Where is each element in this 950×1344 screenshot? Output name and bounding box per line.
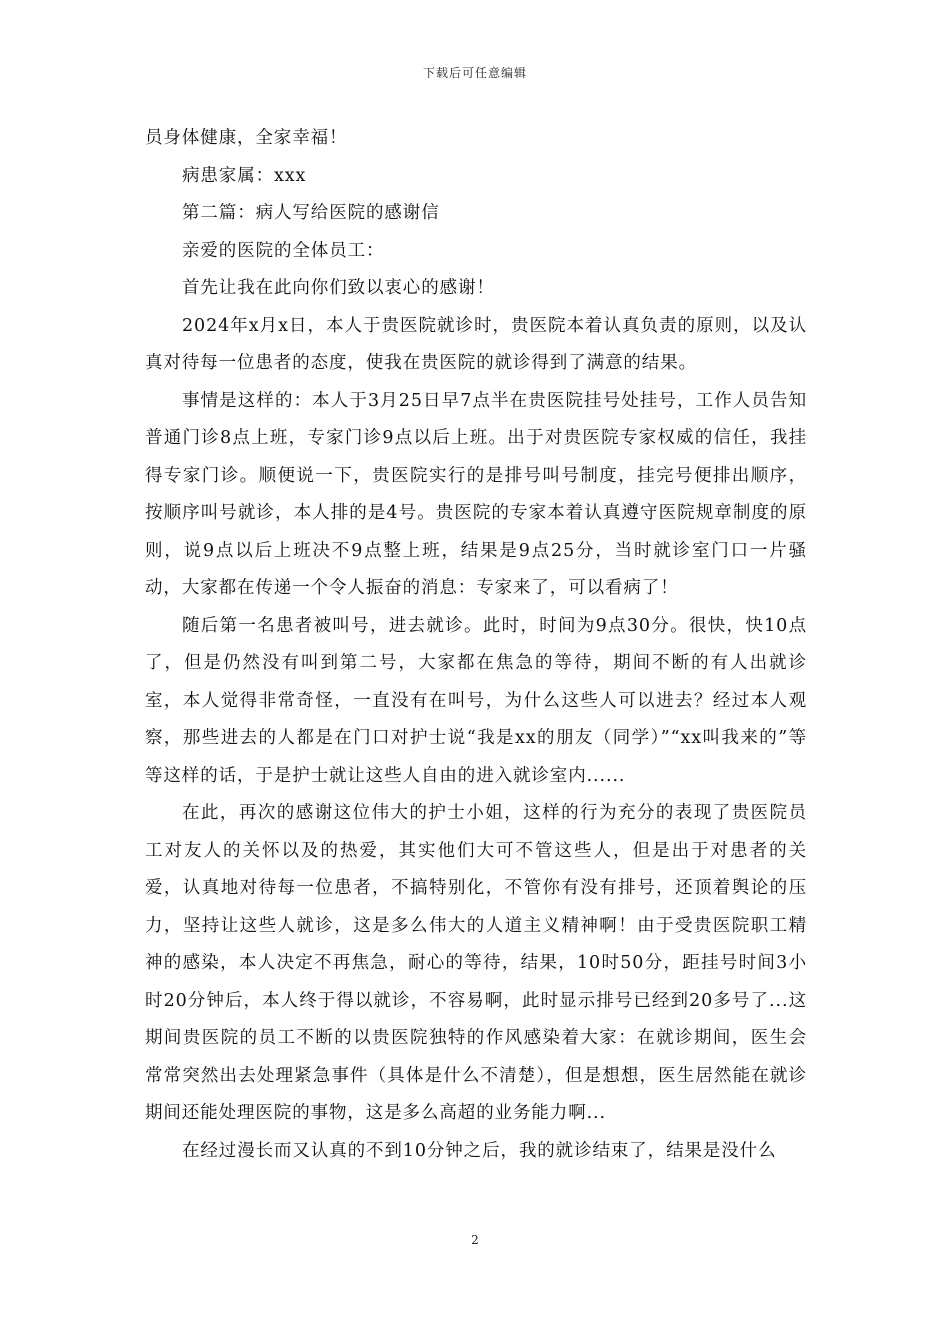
paragraph-salutation: 亲爱的医院的全体员工： (182, 240, 385, 261)
letter-body (145, 120, 807, 1170)
paragraph-signature: 病患家属：xxx (182, 165, 307, 186)
paragraph-visit-date: 2024年x月x日，本人于贵医院就诊时，贵医院本着认真负责的原则，以及认真对待每一位患者的态度，使我在贵医院的就诊得到了满意的结果。 (145, 315, 807, 373)
paragraph-registration: 事情是这样的：本人于3月25日早7点半在贵医院挂号处挂号，工作人员告知普通门诊8点上班，专家门诊9点以后上班。出于对贵医院专家权威的信任，我挂得专家门诊。顺便说一下，贵医院实行的是排号叫号制度，挂完号便排出顺序，按顺序叫号就诊，本人排的是4号。贵医院的专家本着认真遵守医院规章制度的原则，说9点以后上班决不9点整上班，结果是9点25分，当时就诊室门口一片骚动，大家都在传递一个令人振奋的消息：专家来了，可以看病了！ (145, 390, 807, 598)
page-header: 下载后可任意编辑 (422, 66, 527, 80)
paragraph-section-title: 第二篇：病人写给医院的感谢信 (182, 203, 440, 223)
paragraph-thanks: 首先让我在此向你们致以衷心的感谢！ (182, 278, 495, 298)
page-number: 2 (471, 1233, 479, 1247)
paragraph-closing-wish: 员身体健康，全家幸福！ (145, 128, 348, 148)
paragraph-waiting: 随后第一名患者被叫号，进去就诊。此时，时间为9点30分。很快，快10点了，但是仍然没有叫到第二号，大家都在焦急的等待，期间不断的有人出就诊室，本人觉得非常奇怪，一直没有在叫号，为什么这些人可以进去？经过本人观察，那些进去的人都是在门口对护士说“我是xx的朋友（同学）”“xx叫我来的”等等这样的话，于是护士就让这些人自由的进入就诊室内...... (145, 615, 807, 786)
paragraph-nurse: 在此，再次的感谢这位伟大的护士小姐，这样的行为充分的表现了贵医院员工对友人的关怀以及的热爱，其实他们大可不管这些人，但是出于对患者的关爱，认真地对待每一位患者，不搞特别化，不管你有没有排号，还顶着舆论的压力，坚持让这些人就诊，这是多么伟大的人道主义精神啊！由于受贵医院职工精神的感染，本人决定不再焦急，耐心的等待，结果，10时50分，距挂号时间3小时20分钟后，本人终于得以就诊，不容易啊，此时显示排号已经到20多号了...这期间贵医院的员工不断的以贵医院独特的作风感染着大家：在就诊期间，医生会常常突然出去处理紧急事件（具体是什么不清楚），但是想想，医生居然能在就诊期间还能处理医院的事物，这是多么高超的业务能力啊... (145, 803, 807, 1123)
paragraph-conclusion: 在经过漫长而又认真的不到10分钟之后，我的就诊结束了，结果是没什么 (182, 1140, 777, 1161)
